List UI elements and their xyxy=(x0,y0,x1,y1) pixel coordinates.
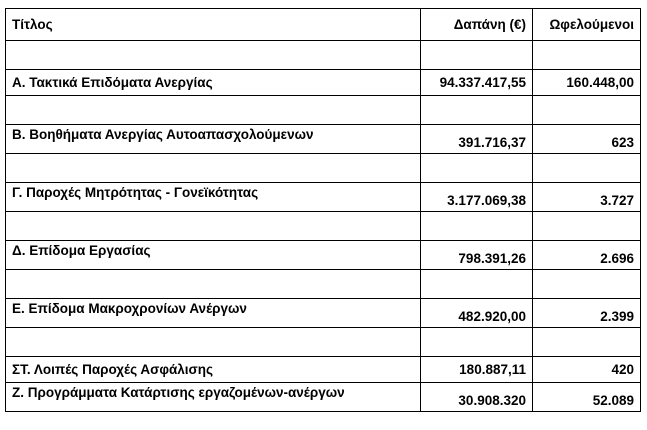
spacer-row xyxy=(6,154,641,183)
benefits-table xyxy=(5,8,641,412)
spacer-row xyxy=(6,212,641,241)
row-cost: 30.908.320 xyxy=(421,383,533,412)
row-cost: 94.337.417,55 xyxy=(421,70,533,96)
spacer-row xyxy=(6,41,641,70)
table-row xyxy=(6,383,641,412)
row-beneficiaries: 623 xyxy=(533,125,641,154)
spacer-row xyxy=(6,328,641,357)
table-row xyxy=(6,299,641,328)
row-beneficiaries: 160.448,00 xyxy=(533,70,641,96)
row-beneficiaries: 52.089 xyxy=(533,383,641,412)
table-row xyxy=(6,183,641,212)
header-title: Τίτλος xyxy=(6,9,421,41)
row-title: ΣΤ. Λοιπές Παροχές Ασφάλισης xyxy=(6,357,421,383)
row-cost: 391.716,37 xyxy=(421,125,533,154)
row-cost: 482.920,00 xyxy=(421,299,533,328)
header-row xyxy=(6,9,641,41)
row-beneficiaries: 2.696 xyxy=(533,241,641,270)
spacer-row xyxy=(6,96,641,125)
row-title: Ζ. Προγράμματα Κατάρτισης εργαζομένων-ανέργων xyxy=(6,383,421,412)
row-title: Α. Τακτικά Επιδόματα Ανεργίας xyxy=(6,70,421,96)
table-row xyxy=(6,70,641,96)
row-title: Γ. Παροχές Μητρότητας - Γονεϊκότητας xyxy=(6,183,421,212)
table-row xyxy=(6,125,641,154)
row-cost: 3.177.069,38 xyxy=(421,183,533,212)
header-cost: Δαπάνη (€) xyxy=(421,9,533,41)
row-title: Β. Βοηθήματα Ανεργίας Αυτοαπασχολούμενων xyxy=(6,125,421,154)
table-row xyxy=(6,357,641,383)
row-beneficiaries: 420 xyxy=(533,357,641,383)
spacer-row xyxy=(6,270,641,299)
row-title: Δ. Επίδομα Εργασίας xyxy=(6,241,421,270)
row-title: Ε. Επίδομα Μακροχρονίων Ανέργων xyxy=(6,299,421,328)
row-beneficiaries: 2.399 xyxy=(533,299,641,328)
row-cost: 798.391,26 xyxy=(421,241,533,270)
header-beneficiaries: Ωφελούμενοι xyxy=(533,9,641,41)
row-beneficiaries: 3.727 xyxy=(533,183,641,212)
row-cost: 180.887,11 xyxy=(421,357,533,383)
table-row xyxy=(6,241,641,270)
